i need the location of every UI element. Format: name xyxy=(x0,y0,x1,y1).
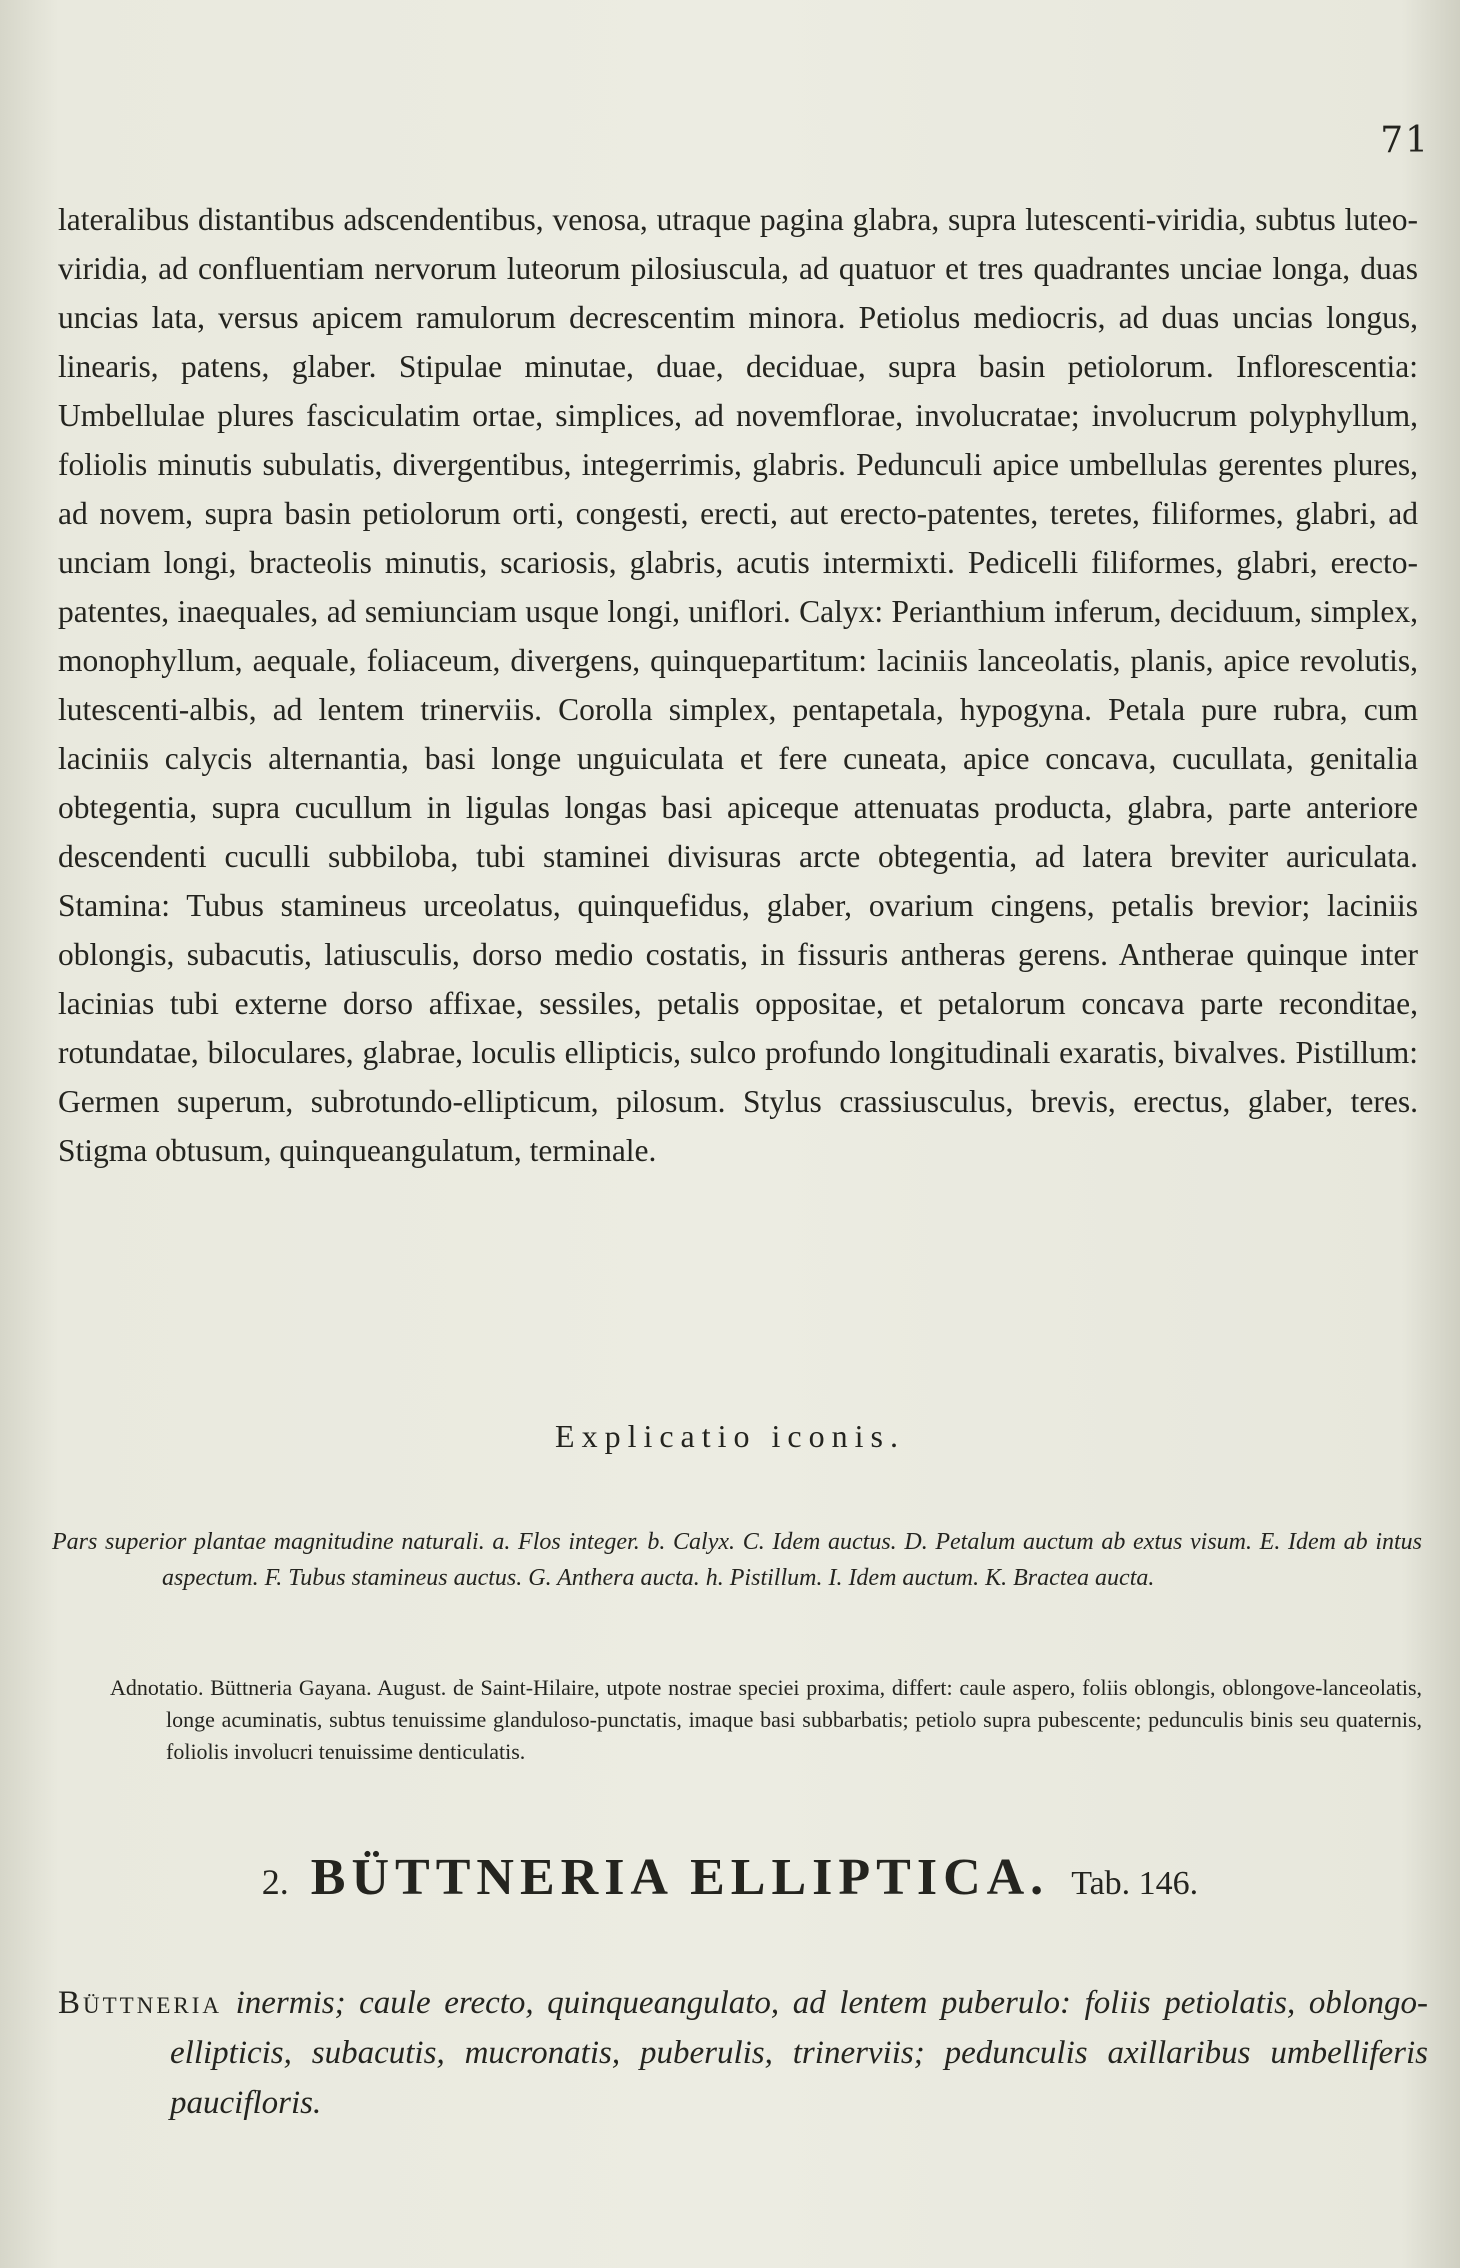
diagnosis-genus: Büttneria xyxy=(58,1985,222,2021)
species-number: 2. xyxy=(261,1862,289,1902)
explicatio-text: Pars superior plantae magnitudine naturali. a. Flos integer. b. Calyx. C. Idem auctus. D. Petalum auctum ab extus visum. E. Idem ab intus aspectum. F. Tubus stamineus auctus. G. Anthera aucta. h. Pistillum. I. Idem auctum. K. Bractea aucta. xyxy=(52,1529,1422,1591)
description-paragraph: lateralibus distantibus adscendentibus, venosa, utraque pagina glabra, supra lutescenti-viridia, subtus luteo-viridia, ad confluentiam nervorum luteorum pilosiuscula, ad quatuor et tres quadrantes unciae longa, duas uncias lata, versus apicem ramulorum decrescentim minora. Petiolus mediocris, ad duas uncias longus, linearis, patens, glaber. Stipulae minutae, duae, deciduae, supra basin petiolorum. Inflorescentia: Umbellulae plures fasciculatim ortae, simplices, ad novemflorae, involucratae; involucrum polyphyllum, foliolis minutis subulatis, divergentibus, integerrimis, glabris. Pedunculi apice umbellulas gerentes plures, ad novem, supra basin petiolorum orti, congesti, erecti, aut erecto-patentes, teretes, filiformes, glabri, ad unciam longi, bracteolis minutis, scariosis, glabris, acutis intermixti. Pedicelli filiformes, glabri, erecto-patentes, inaequales, ad semiunciam usque longi, uniflori. Calyx: Perianthium inferum, deciduum, simplex, monophyllum, aequale, foliaceum, divergens, quinquepartitum: laciniis lanceolatis, planis, apice revolutis, lutescenti-albis, ad lentem trinerviis. Corolla simplex, pentapetala, hypogyna. Petala pure rubra, cum laciniis calycis alternantia, basi longe unguiculata et fere cuneata, apice concava, cucullata, genitalia obtegentia, supra cucullum in ligulas longas basi apiceque attenuatas producta, glabra, parte anteriore descendenti cuculli subbiloba, tubi staminei divisuras arcte obtegentia, ad latera breviter auriculata. Stamina: Tubus stamineus urceolatus, quinquefidus, glaber, ovarium cingens, petalis brevior; laciniis oblongis, subacutis, latiusculis, dorso medio costatis, in fissuris antheras gerens. Antherae quinque inter lacinias tubi externe dorso affixae, sessiles, petalis oppositae, et petalorum concava parte reconditae, rotundatae, biloculares, glabrae, loculis ellipticis, sulco profundo longitudinali exaratis, bivalves. Pistillum: Germen superum, subrotundo-ellipticum, pilosum. Stylus crassiusculus, brevis, erectus, glaber, teres. Stigma obtusum, quinqueangulatum, terminale. xyxy=(58,201,1418,1168)
diagnosis-text: inermis; caule erecto, quinqueangulato, ad lentem puberulo: foliis petiolatis, oblongo-ellipticis, subacutis, mucronatis, puberulis, trinerviis; pedunculis axillaribus umbelliferis paucifloris. xyxy=(170,1985,1429,2121)
diagnosis xyxy=(58,1978,1428,2128)
explicatio-heading: Explicatio iconis. xyxy=(555,1418,905,1454)
species-title xyxy=(0,1848,1460,1907)
adnotatio-text: Adnotatio. Büttneria Gayana. August. de Saint-Hilaire, utpote nostrae speciei proxima, differt: caule aspero, foliis oblongis, oblongove-lanceolatis, longe acuminatis, subtus tenuissime glanduloso-punctatis, imaque basi subbarbatis; petiolo supra pubescente; pedunculis binis seu quaternis, foliolis involucri tenuissime denticulatis. xyxy=(110,1675,1422,1764)
species-name: BÜTTNERIA ELLIPTICA. xyxy=(310,1849,1050,1906)
table-reference: Tab. 146. xyxy=(1071,1865,1199,1902)
page-number: 71 xyxy=(1380,120,1430,161)
